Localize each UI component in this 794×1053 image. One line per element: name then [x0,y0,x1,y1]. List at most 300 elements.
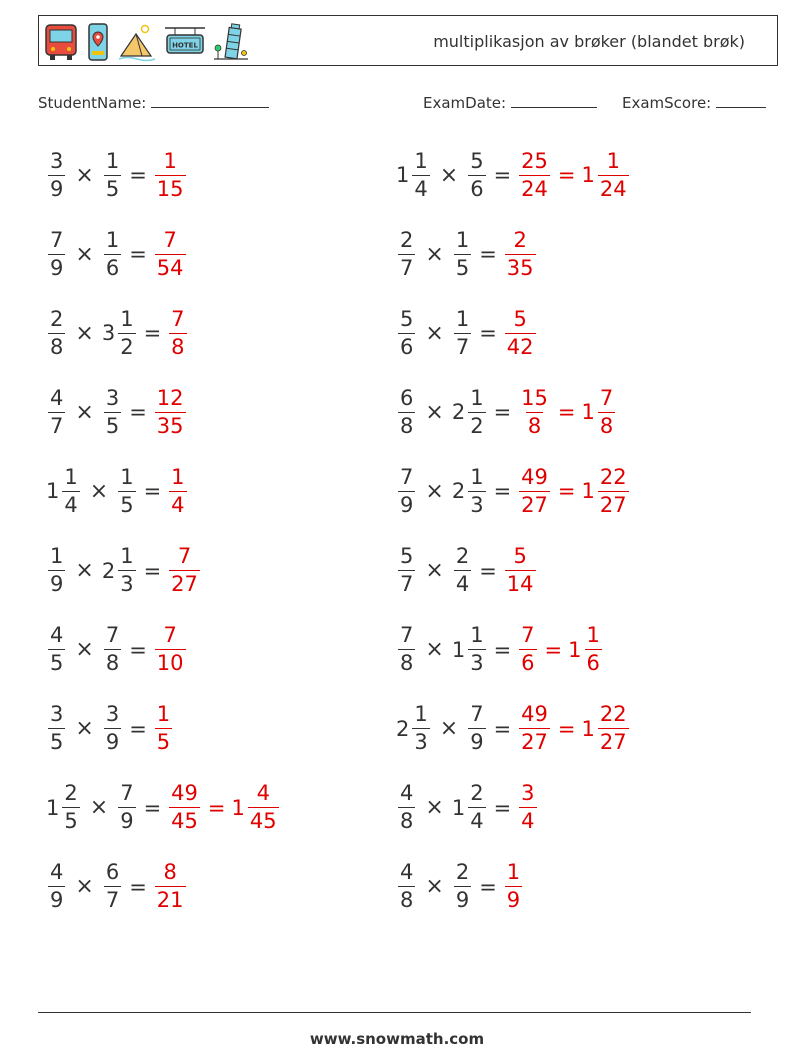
problem-item [396,618,604,682]
operand-a-fraction [48,148,65,201]
answer-denominator: 35 [156,413,184,438]
operand-a-denominator: 9 [50,176,64,201]
times-sign: × [425,795,444,821]
answer-denominator: 42 [506,334,534,359]
operand-a-numerator: 2 [64,781,78,806]
operand-b-fraction [104,625,121,674]
operand-a-denominator: 4 [414,176,428,201]
answer-mixed-whole: 1 [581,716,595,741]
times-sign: × [75,558,94,583]
answer-numerator: 1 [506,860,521,885]
operand-a-fraction [48,625,65,674]
answer-mixed-whole: 1 [581,163,595,187]
answer [517,385,617,438]
equals-sign: = [143,479,162,504]
operand-b-fraction [454,306,471,359]
answer-numerator: 25 [521,148,548,173]
answer-mixed-fraction [598,464,629,517]
answer-denominator: 9 [506,888,521,913]
operand-b-numerator: 3 [105,385,120,410]
operand-a-numerator: 6 [400,385,414,410]
operand-a-denominator: 8 [400,888,414,913]
student-name-label: StudentName: [38,94,147,112]
answer-fraction [169,306,186,359]
answer-denominator: 4 [521,809,535,834]
operand-a-numerator: 4 [400,781,414,806]
equals-sign: = [493,795,512,820]
answer-numerator: 1 [156,702,171,727]
operand-a-denominator: 5 [50,651,64,676]
student-name-blank[interactable] [151,93,269,108]
operand-b-numerator: 7 [105,623,120,648]
operand-b-fraction [104,704,121,753]
svg-text:HOTEL: HOTEL [172,41,198,50]
equals-sign: = [129,874,147,899]
answer-fraction [155,862,186,911]
operand-a-denominator: 9 [50,888,64,913]
operand-a-numerator: 4 [50,385,64,410]
answer-fraction [505,227,536,280]
answer-numerator: 7 [163,227,177,252]
answer [517,625,604,674]
answer-denominator: 8 [527,413,542,438]
operand-b-denominator: 5 [105,413,120,438]
operand-b-numerator: 7 [470,702,484,727]
operand-a-denominator: 5 [64,809,78,834]
operand-b-denominator: 3 [120,572,134,596]
operand-a-whole: 2 [396,716,410,741]
operand-a-fraction [398,227,415,280]
operand-a-denominator: 8 [400,651,414,676]
operand-b-numerator: 7 [120,781,134,806]
answer-mixed-fraction [248,783,279,832]
times-sign: × [425,399,444,425]
answer-fraction [519,783,536,832]
answer-numerator: 49 [521,702,548,727]
operand-a-denominator: 4 [64,492,78,517]
operand-b-numerator: 1 [105,227,120,252]
answer-fraction [519,464,550,517]
problem-item [46,459,189,523]
answer [503,227,538,280]
equals-sign: = [479,874,497,899]
operand-a-fraction [48,704,65,753]
operand-a-fraction [62,783,79,832]
answer-fraction [505,306,536,359]
answer-numerator: 12 [156,385,184,410]
answer-numerator: 49 [171,781,198,806]
answer [167,306,188,359]
operand-a-whole: 1 [46,479,60,504]
operand-b-fraction [118,546,135,595]
answer-denominator: 27 [521,730,548,755]
times-sign: × [75,716,94,742]
answer-mixed-denominator: 8 [599,413,614,438]
answer-equals-sign: = [557,716,576,741]
answer-numerator: 1 [171,464,185,489]
times-sign: × [425,637,444,663]
operand-b-numerator: 1 [120,544,134,568]
answer-mixed-numerator: 1 [586,623,600,648]
operand-a-denominator: 8 [400,413,414,438]
operand-a-fraction [398,862,415,911]
answer-mixed-denominator: 45 [249,809,277,834]
worksheet-header [38,15,778,66]
operand-b-fraction [468,148,485,201]
answer-mixed-fraction [598,704,629,753]
operand-b-denominator: 7 [105,888,120,913]
operand-a-numerator: 2 [400,227,414,252]
answer [517,464,630,517]
answer-denominator: 8 [171,334,185,359]
equals-sign: = [129,400,147,425]
problem-item [396,539,538,603]
operand-a-denominator: 5 [50,730,64,755]
times-sign: × [75,874,94,900]
answer-denominator: 10 [156,651,184,676]
operand-b-fraction [104,862,121,911]
answer-numerator: 7 [171,306,185,331]
answer [153,625,188,674]
problem-item [46,618,188,682]
operand-b-fraction [468,783,485,832]
equals-sign: = [493,716,512,741]
problem-item [396,697,631,761]
equals-sign: = [479,558,497,583]
operand-a-numerator: 1 [414,702,428,727]
operand-b-denominator: 4 [470,809,484,834]
operand-a-numerator: 3 [50,148,64,173]
times-sign: × [425,874,444,900]
answer-equals-sign: = [207,795,226,820]
operand-a-numerator: 4 [400,860,414,885]
operand-b-fraction [468,385,485,438]
answer-denominator: 27 [521,492,548,517]
answer-fraction [169,546,200,595]
operand-b-denominator: 7 [455,334,470,359]
operand-b-denominator: 9 [120,809,134,834]
equals-sign: = [493,400,512,425]
operand-a-fraction [398,783,415,832]
answer [153,148,188,201]
equals-sign: = [143,558,162,583]
answer [517,148,630,201]
operand-a-denominator: 9 [400,492,414,517]
answer-numerator: 7 [521,623,535,648]
header-icon-strip [43,20,249,64]
answer-mixed-denominator: 27 [599,730,627,755]
operand-b-fraction [468,625,485,674]
equals-sign: = [129,637,147,662]
operand-a-denominator: 7 [400,572,414,596]
operand-b-numerator: 1 [470,385,484,410]
footer-site: www.snowmath.com [309,1030,485,1048]
equals-sign: = [479,321,497,346]
problem-item [396,380,617,444]
operand-a-fraction [398,385,415,438]
answer-denominator: 24 [521,176,548,201]
problem-item [46,222,188,286]
answer-equals-sign: = [557,400,576,425]
operand-a-numerator: 1 [50,544,64,568]
operand-b-denominator: 4 [455,572,470,596]
operand-a-whole: 1 [396,163,410,187]
answer-numerator: 2 [513,227,527,252]
problem-item [396,143,631,207]
answer-equals-sign: = [557,479,576,504]
answer [503,546,538,595]
answer-denominator: 45 [171,809,198,834]
answer-numerator: 7 [177,544,192,568]
answer-fraction [155,385,186,438]
exam-score-field[interactable] [622,93,766,112]
answer-mixed-numerator: 4 [256,781,270,806]
operand-b-fraction [104,385,121,438]
exam-date-field[interactable] [423,93,597,112]
operand-a-numerator: 4 [50,860,64,885]
answer-denominator: 27 [171,572,198,596]
exam-date-blank[interactable] [511,93,597,108]
operand-b-fraction [454,227,471,280]
answer-fraction [505,862,522,911]
phone-location-icon [85,22,111,62]
operand-b-whole: 1 [451,637,466,662]
equals-sign: = [479,242,497,267]
times-sign: × [425,558,444,583]
answer [167,783,280,832]
times-sign: × [439,162,459,188]
exam-date-label: ExamDate: [423,94,507,112]
operand-a-numerator: 5 [400,544,414,568]
operand-b-denominator: 8 [105,651,120,676]
operand-b-whole: 2 [451,400,466,425]
problem-item [46,301,189,365]
answer-mixed-fraction [585,625,602,674]
equals-sign: = [129,716,147,741]
answer-mixed-fraction [598,148,629,201]
student-name-field[interactable] [38,93,269,112]
answer-mixed-fraction [598,385,615,438]
answer [167,546,202,595]
answer [503,862,524,911]
answer [517,704,630,753]
equals-sign: = [143,321,162,346]
operand-a-fraction [62,464,79,517]
answer-fraction [155,227,186,280]
answer-fraction [155,148,186,201]
times-sign: × [439,716,459,742]
operand-a-whole: 1 [46,795,60,820]
times-sign: × [89,795,109,821]
operand-b-denominator: 5 [120,492,134,517]
answer-equals-sign: = [544,637,563,662]
answer [153,227,188,280]
problem-item [396,222,538,286]
times-sign: × [75,162,94,188]
problem-item [46,855,188,919]
answer-mixed-whole: 1 [568,637,582,662]
times-sign: × [75,320,94,346]
operand-a-denominator: 7 [400,255,414,280]
answer-mixed-whole: 1 [581,400,595,425]
times-sign: × [75,399,94,425]
answer-numerator: 8 [163,860,177,885]
operand-b-fraction [118,783,135,832]
operand-a-denominator: 8 [50,334,64,359]
equals-sign: = [129,163,147,187]
operand-a-numerator: 5 [400,306,414,331]
operand-a-numerator: 4 [50,623,64,648]
times-sign: × [425,241,444,267]
operand-a-fraction [48,306,65,359]
times-sign: × [75,637,94,663]
problem-item [396,776,539,840]
answer-mixed-numerator: 1 [606,148,620,173]
answer-fraction [505,546,536,595]
answer-mixed-numerator: 22 [599,464,627,489]
operand-a-fraction [412,148,429,201]
exam-score-label: ExamScore: [622,94,712,112]
pyramid-icon [117,22,157,62]
problem-item [46,539,202,603]
answer-numerator: 49 [521,464,548,489]
answer-fraction [519,625,536,674]
answer-denominator: 21 [156,888,184,913]
equals-sign: = [493,479,512,504]
operand-a-numerator: 3 [50,702,64,727]
operand-a-fraction [412,704,429,753]
answer-numerator: 15 [521,385,548,410]
footer-divider [38,1012,751,1013]
problem-item [46,776,281,840]
times-sign: × [425,478,444,504]
answer [153,704,174,753]
answer [517,783,538,832]
operand-b-fraction [454,862,471,911]
operand-b-numerator: 1 [470,464,484,489]
operand-a-denominator: 3 [414,730,428,755]
times-sign: × [75,241,94,267]
answer [167,464,188,517]
equals-sign: = [493,637,512,662]
answer-mixed-numerator: 22 [599,702,627,727]
equals-sign: = [129,242,147,267]
answer-fraction [169,783,200,832]
operand-b-denominator: 2 [120,334,134,359]
equals-sign: = [143,795,162,820]
operand-a-fraction [48,862,65,911]
problem-item [396,459,631,523]
operand-b-numerator: 3 [105,702,120,727]
operand-b-numerator: 1 [120,306,134,331]
operand-a-denominator: 9 [50,572,64,596]
answer [503,306,538,359]
operand-b-whole: 2 [101,558,116,583]
answer-numerator: 3 [521,781,535,806]
answer-mixed-denominator: 24 [599,176,627,201]
answer-denominator: 14 [506,572,534,596]
operand-a-fraction [398,464,415,517]
operand-b-fraction [104,227,121,280]
operand-b-numerator: 1 [455,227,470,252]
hotel-sign-icon [163,22,207,62]
operand-b-denominator: 3 [470,492,484,517]
equals-sign: = [493,163,512,187]
times-sign: × [425,320,444,346]
operand-b-whole: 1 [451,795,466,820]
answer-denominator: 15 [156,176,184,201]
problem-item [46,143,188,207]
operand-b-numerator: 2 [455,544,470,568]
answer-fraction [519,704,550,753]
operand-b-denominator: 2 [470,413,484,438]
answer-mixed-whole: 1 [231,795,245,820]
operand-b-fraction [118,306,135,359]
answer-fraction [155,704,172,753]
answer-denominator: 4 [171,492,185,517]
answer-fraction [519,385,550,438]
answer-fraction [519,148,550,201]
operand-b-denominator: 5 [105,176,120,201]
operand-b-fraction [468,464,485,517]
answer-equals-sign: = [557,163,576,187]
answer-numerator: 5 [513,544,527,568]
worksheet-title: multiplikasjon av brøker (blandet brøk) [433,32,745,51]
operand-b-denominator: 5 [455,255,470,280]
exam-score-blank[interactable] [716,93,766,108]
answer-mixed-denominator: 27 [599,492,627,517]
answer-denominator: 35 [506,255,534,280]
operand-a-numerator: 1 [414,148,428,173]
operand-a-denominator: 9 [50,255,64,280]
operand-b-denominator: 6 [470,176,484,201]
operand-b-numerator: 1 [455,306,470,331]
operand-a-fraction [48,546,65,595]
operand-b-numerator: 6 [105,860,120,885]
times-sign: × [89,478,109,504]
operand-a-denominator: 6 [400,334,414,359]
answer-denominator: 54 [156,255,184,280]
operand-b-denominator: 9 [470,730,484,755]
operand-b-denominator: 9 [105,730,120,755]
bus-icon [43,22,79,62]
answer-mixed-whole: 1 [581,479,595,504]
answer-numerator: 7 [163,623,177,648]
operand-a-numerator: 7 [400,464,414,489]
answer [153,862,188,911]
operand-a-fraction [398,306,415,359]
problem-item [396,301,538,365]
operand-b-numerator: 1 [470,623,484,648]
operand-a-fraction [48,385,65,438]
answer-mixed-numerator: 7 [599,385,614,410]
operand-a-denominator: 7 [50,413,64,438]
answer-denominator: 6 [521,651,535,676]
operand-a-denominator: 8 [400,809,414,834]
problem-item [46,380,188,444]
operand-b-whole: 3 [101,321,116,346]
operand-a-fraction [48,227,65,280]
operand-b-denominator: 6 [105,255,120,280]
operand-b-numerator: 2 [455,860,470,885]
operand-b-numerator: 1 [105,148,120,173]
operand-a-fraction [398,546,415,595]
operand-b-numerator: 1 [120,464,134,489]
answer [153,385,188,438]
operand-b-fraction [118,464,135,517]
answer-fraction [169,464,186,517]
operand-b-numerator: 5 [470,148,484,173]
